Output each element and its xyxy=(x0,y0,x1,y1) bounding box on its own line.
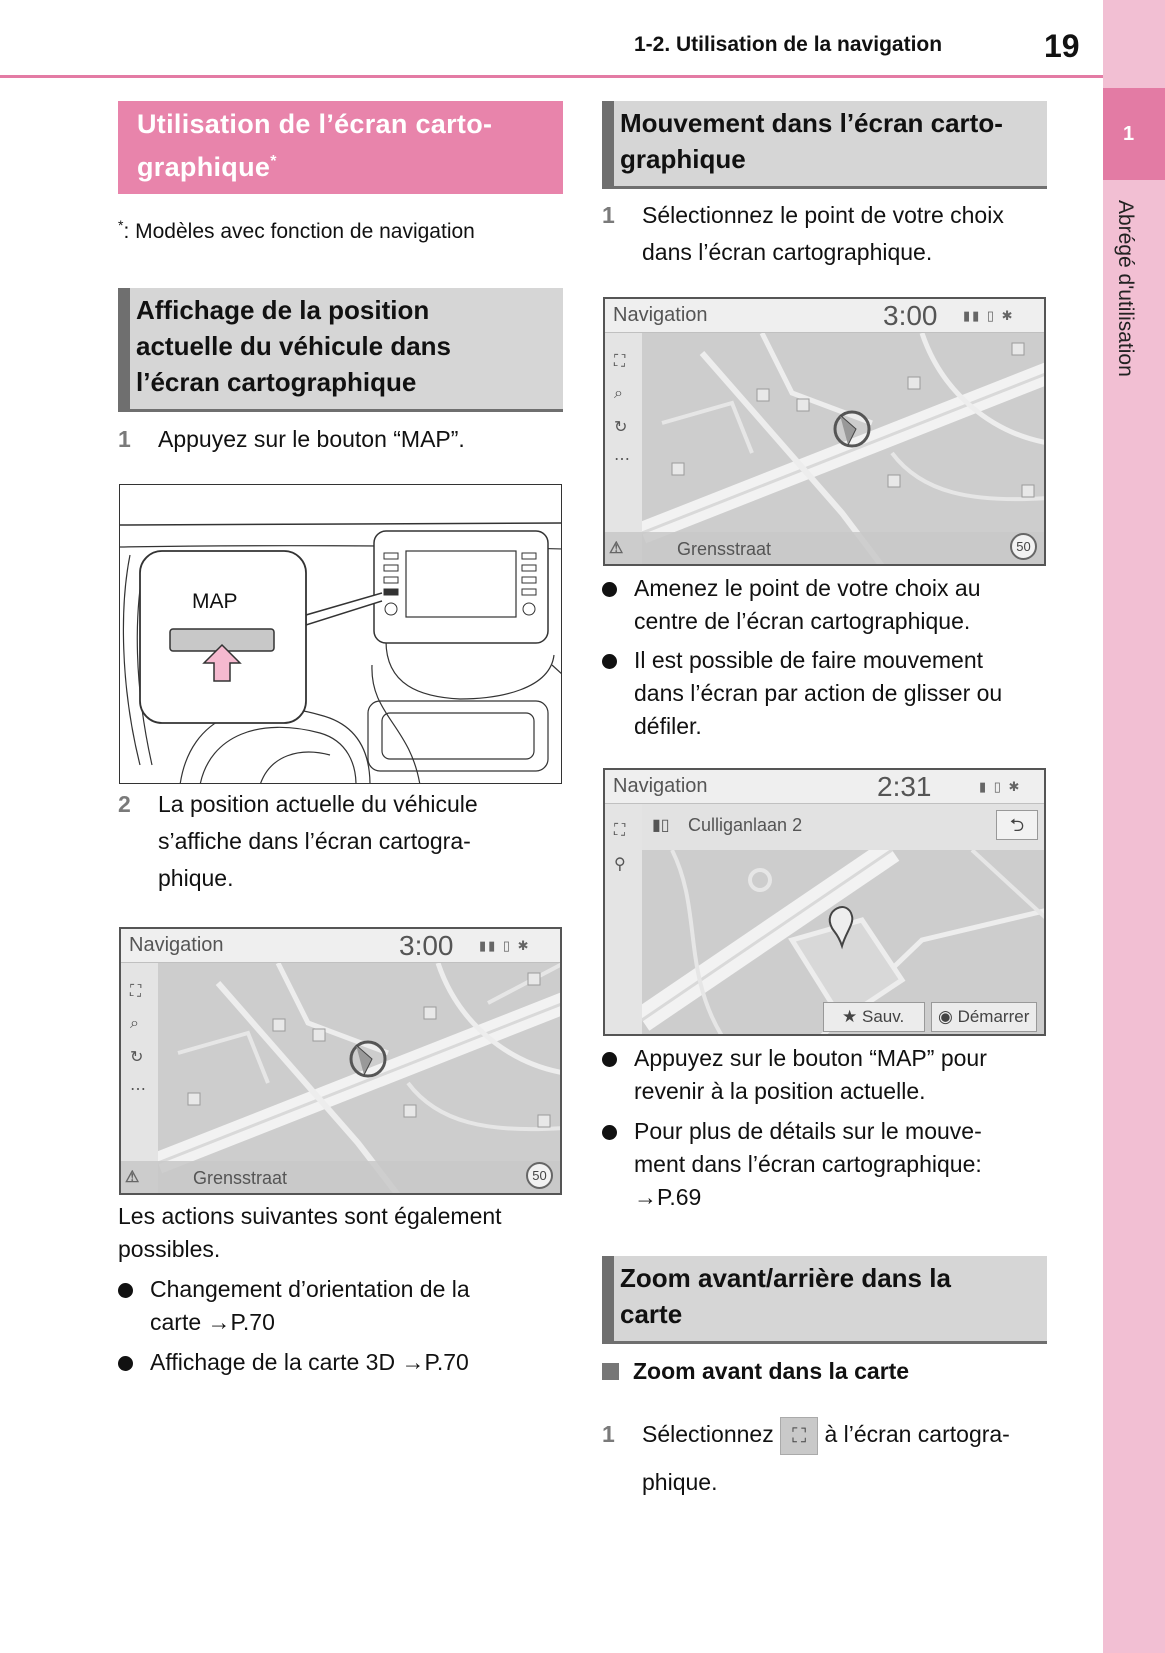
selected-address-bar xyxy=(642,804,1044,850)
selected-address: Culliganlaan 2 xyxy=(688,815,803,835)
footnote-asterisk: * xyxy=(118,217,124,233)
bullet-line1: Changement d’orientation de la xyxy=(150,1276,470,1302)
speed-limit-badge: 50 xyxy=(1010,533,1037,560)
subheading-zoom-in: Zoom avant dans la carte xyxy=(602,1358,909,1385)
screen-title: Navigation xyxy=(129,934,224,956)
step-text: Appuyez sur le bouton “MAP”. xyxy=(158,426,465,452)
section-heading-line1: Mouvement dans l’écran carto- xyxy=(620,108,1003,138)
step-2-position-displayed xyxy=(118,786,563,897)
step-text-line1: La position actuelle du véhicule xyxy=(158,791,478,817)
fullscreen-icon[interactable]: ⛶ xyxy=(130,983,142,1000)
current-street: Grensstraat xyxy=(677,539,772,559)
step-text-line1: Sélectionnez le point de votre choix xyxy=(642,202,1004,228)
bullet-line2[interactable]: carte →P.70 xyxy=(150,1309,275,1335)
step-number: 1 xyxy=(602,202,615,228)
bullet-line2: ment dans l’écran cartographique: xyxy=(634,1151,982,1177)
status-icons: ▮▮ ▯ ✱ xyxy=(963,308,1015,323)
clock: 3:00 xyxy=(883,300,938,331)
north-up-icon[interactable]: ↻ xyxy=(130,1049,144,1066)
status-icons: ▮▮ ▯ ✱ xyxy=(479,938,531,953)
header-rule xyxy=(0,75,1103,78)
chapter-heading xyxy=(118,101,563,194)
map-area[interactable] xyxy=(642,333,1044,564)
bullet-line2: revenir à la position actuelle. xyxy=(634,1078,926,1104)
search-icon[interactable]: ⌕ xyxy=(614,385,623,402)
star-icon: ★ xyxy=(842,1007,858,1026)
map-area[interactable] xyxy=(158,963,560,1193)
bullet-line1: Il est possible de faire mouvement xyxy=(634,647,984,673)
paragraph-other-actions xyxy=(118,1200,502,1266)
status-bar xyxy=(121,929,560,963)
bullet-line1: Amenez le point de votre choix au xyxy=(634,575,981,601)
bullet-center-point xyxy=(602,572,1047,638)
heading-asterisk: * xyxy=(270,153,277,170)
side-tab-number[interactable]: 1 xyxy=(1103,88,1165,180)
bullet-3d-map xyxy=(118,1346,563,1379)
section-heading-line1: Zoom avant/arrière dans la xyxy=(620,1263,951,1293)
page-number: 19 xyxy=(1044,28,1080,64)
bullet-map-return xyxy=(602,1042,1047,1108)
bullet-line2: dans l’écran par action de glisser ou xyxy=(634,680,1003,706)
current-street-bar xyxy=(121,1161,560,1193)
search-icon[interactable]: ⌕ xyxy=(130,1015,139,1032)
bullet-line1: Appuyez sur le bouton “MAP” pour xyxy=(634,1045,987,1071)
start-icon: ◉ xyxy=(938,1007,953,1026)
bullet-line1[interactable]: Affichage de la carte 3D →P.70 xyxy=(150,1349,469,1375)
clock: 3:00 xyxy=(399,930,454,961)
fullscreen-icon[interactable]: ⛶ xyxy=(614,822,626,839)
map-button-label: MAP xyxy=(192,590,238,613)
bullet-line3[interactable]: →P.69 xyxy=(634,1184,702,1210)
step-number: 1 xyxy=(118,426,131,452)
step-text-line2: s’affiche dans l’écran cartogra- xyxy=(158,828,471,854)
paragraph-line1: Les actions suivantes sont également xyxy=(118,1203,502,1229)
section-heading-movement xyxy=(602,101,1047,189)
section-heading-zoom xyxy=(602,1256,1047,1344)
header-section-title: 1-2. Utilisation de la navigation xyxy=(634,33,943,56)
paragraph-line2: possibles. xyxy=(118,1236,221,1262)
status-icons: ▮ ▯ ✱ xyxy=(979,779,1022,794)
current-street-bar xyxy=(605,532,1044,564)
footnote: *: Modèles avec fonction de navigation xyxy=(118,217,475,243)
screen-title: Navigation xyxy=(613,775,708,797)
hazard-icon: ⚠ xyxy=(125,1169,140,1186)
bullet-line2: centre de l’écran cartographique. xyxy=(634,608,971,634)
bullet-drag-scroll xyxy=(602,644,1047,743)
section-heading-line3: l’écran cartographique xyxy=(136,367,417,397)
hazard-icon: ⚠ xyxy=(609,540,624,557)
section-heading-line2: graphique xyxy=(620,144,746,174)
navigation-screen-moved-map xyxy=(603,768,1046,1036)
map-side-toolbar xyxy=(121,963,158,1193)
dashboard-illustration xyxy=(119,484,562,784)
flag-icon: ▮▯ xyxy=(652,817,670,834)
step-number: 1 xyxy=(602,1421,615,1447)
clock: 2:31 xyxy=(877,771,932,802)
step-1-select-point xyxy=(602,197,1047,271)
navigation-screen-current-position xyxy=(119,927,562,1195)
more-options-icon[interactable]: ⋯ xyxy=(130,1081,146,1098)
step-text-line1: Sélectionnez ⛶ à l’écran cartogra- xyxy=(602,1410,1047,1458)
save-button[interactable]: ★ Sauv. xyxy=(823,1002,925,1032)
fullscreen-icon: ⛶ xyxy=(780,1417,818,1455)
section-heading-line2: actuelle du véhicule dans xyxy=(136,331,451,361)
screen-title: Navigation xyxy=(613,304,708,326)
map-side-toolbar xyxy=(605,804,642,1034)
step-text-line3: phique. xyxy=(158,865,234,891)
map-side-toolbar xyxy=(605,333,642,564)
back-button[interactable]: ⮌ xyxy=(996,810,1038,840)
fullscreen-icon[interactable]: ⛶ xyxy=(614,353,626,370)
section-heading-line2: carte xyxy=(620,1299,683,1329)
status-bar xyxy=(605,299,1044,333)
speed-limit-badge: 50 xyxy=(526,1162,553,1189)
more-options-icon[interactable]: ⋯ xyxy=(614,451,630,468)
step-1-press-map xyxy=(118,421,563,458)
status-bar xyxy=(605,770,1044,804)
start-button[interactable]: ◉ Démarrer xyxy=(931,1002,1037,1032)
section-heading-line1: Affichage de la position xyxy=(136,295,430,325)
north-up-icon[interactable]: ↻ xyxy=(614,419,628,436)
step-text-line2: dans l’écran cartographique. xyxy=(642,239,933,265)
side-tab-label: Abrégé d'utilisation xyxy=(1114,200,1137,377)
bullet-line3: défiler. xyxy=(634,713,702,739)
step-number: 2 xyxy=(118,791,131,817)
map-point-icon[interactable]: ⚲ xyxy=(614,856,626,873)
step-text-line2: phique. xyxy=(642,1469,718,1495)
chapter-heading-line1: Utilisation de l’écran carto- xyxy=(137,109,493,139)
step-1-select-zoom-icon xyxy=(602,1410,1047,1506)
navigation-screen-select-point xyxy=(603,297,1046,566)
chapter-heading-line2: graphique* xyxy=(137,152,277,182)
current-street: Grensstraat xyxy=(193,1168,288,1188)
bullet-line1: Pour plus de détails sur le mouve- xyxy=(634,1118,982,1144)
section-heading-position xyxy=(118,288,563,412)
bullet-orientation xyxy=(118,1273,563,1339)
bullet-more-details xyxy=(602,1115,1047,1214)
dashboard-drawing xyxy=(120,485,562,784)
